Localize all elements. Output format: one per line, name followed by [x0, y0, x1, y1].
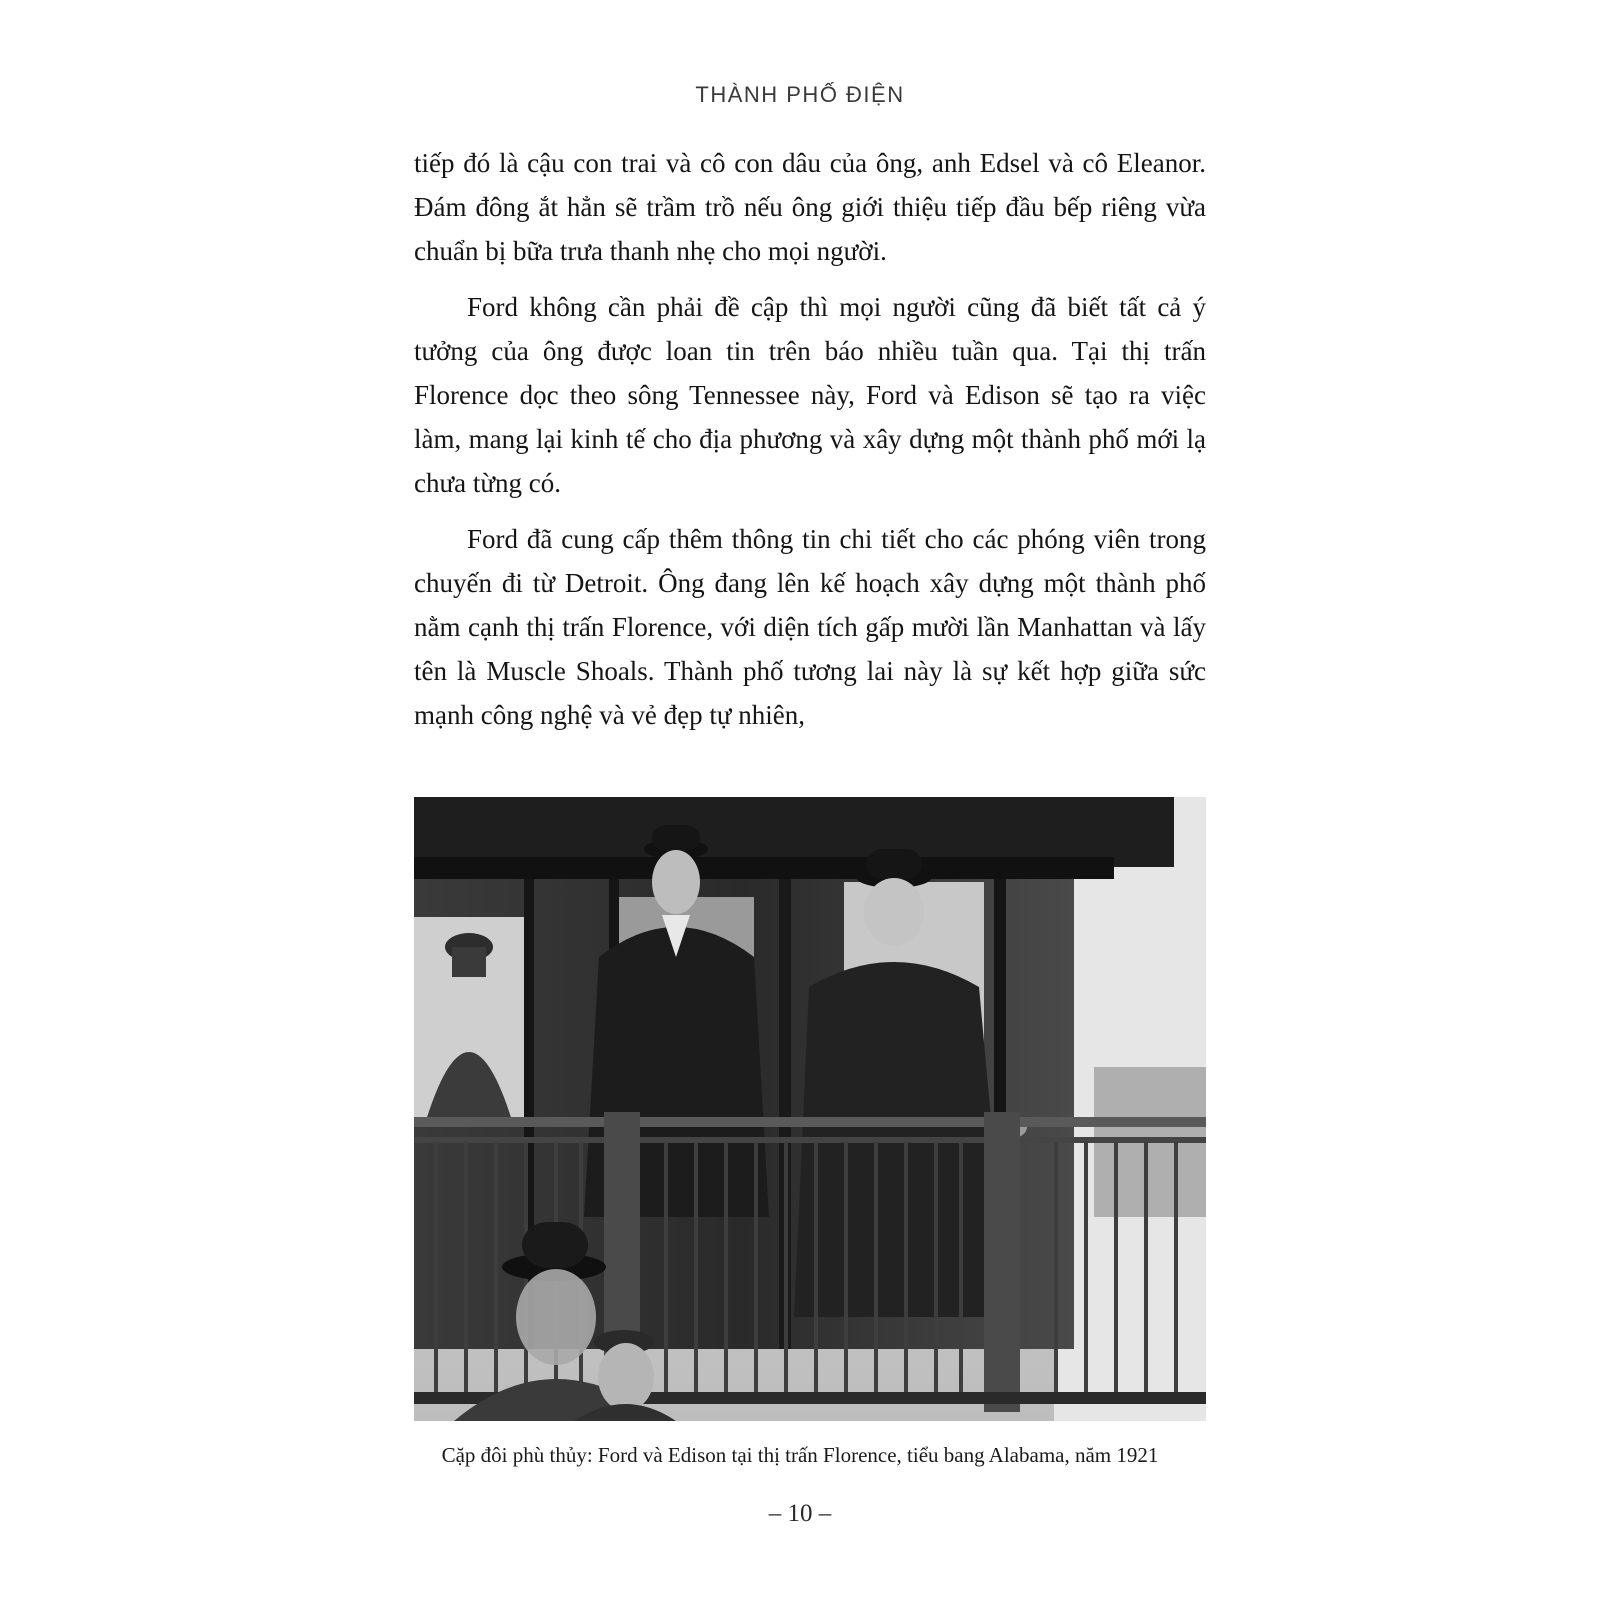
- paragraph-2: Ford không cần phải đề cập thì mọi người cũng đã biết tất cả ý tưởng của ông được loan tin trên báo nhiều tuần qua. Tại thị trấn Florence dọc theo sông Tennessee này, Ford và Edison sẽ tạo ra việc làm, mang lại kinh tế cho địa phương và xây dựng một thành phố mới lạ chưa từng có.: [414, 292, 1206, 498]
- body-text: [414, 141, 1206, 749]
- page-number: – 10 –: [768, 1500, 832, 1527]
- running-header: THÀNH PHỐ ĐIỆN: [695, 82, 905, 107]
- photo-ford-edison-train: [414, 797, 1206, 1421]
- photo-caption: Cặp đôi phù thủy: Ford và Edison tại thị trấn Florence, tiểu bang Alabama, năm 1921: [441, 1443, 1159, 1467]
- paragraph-3: Ford đã cung cấp thêm thông tin chi tiết cho các phóng viên trong chuyến đi từ Detroit. Ông đang lên kế hoạch xây dựng một thành phố nằm cạnh thị trấn Florence, với diện tích gấp mười lần Manhattan và lấy tên là Muscle Shoals. Thành phố tương lai này là sự kết hợp giữa sức mạnh công nghệ và vẻ đẹp tự nhiên,: [414, 524, 1206, 730]
- photo-illustration: [414, 797, 1206, 1421]
- paragraph-1: tiếp đó là cậu con trai và cô con dâu của ông, anh Edsel và cô Eleanor. Đám đông ắt hẳn sẽ trầm trồ nếu ông giới thiệu tiếp đầu bếp riêng vừa chuẩn bị bữa trưa thanh nhẹ cho mọi người.: [414, 148, 1206, 266]
